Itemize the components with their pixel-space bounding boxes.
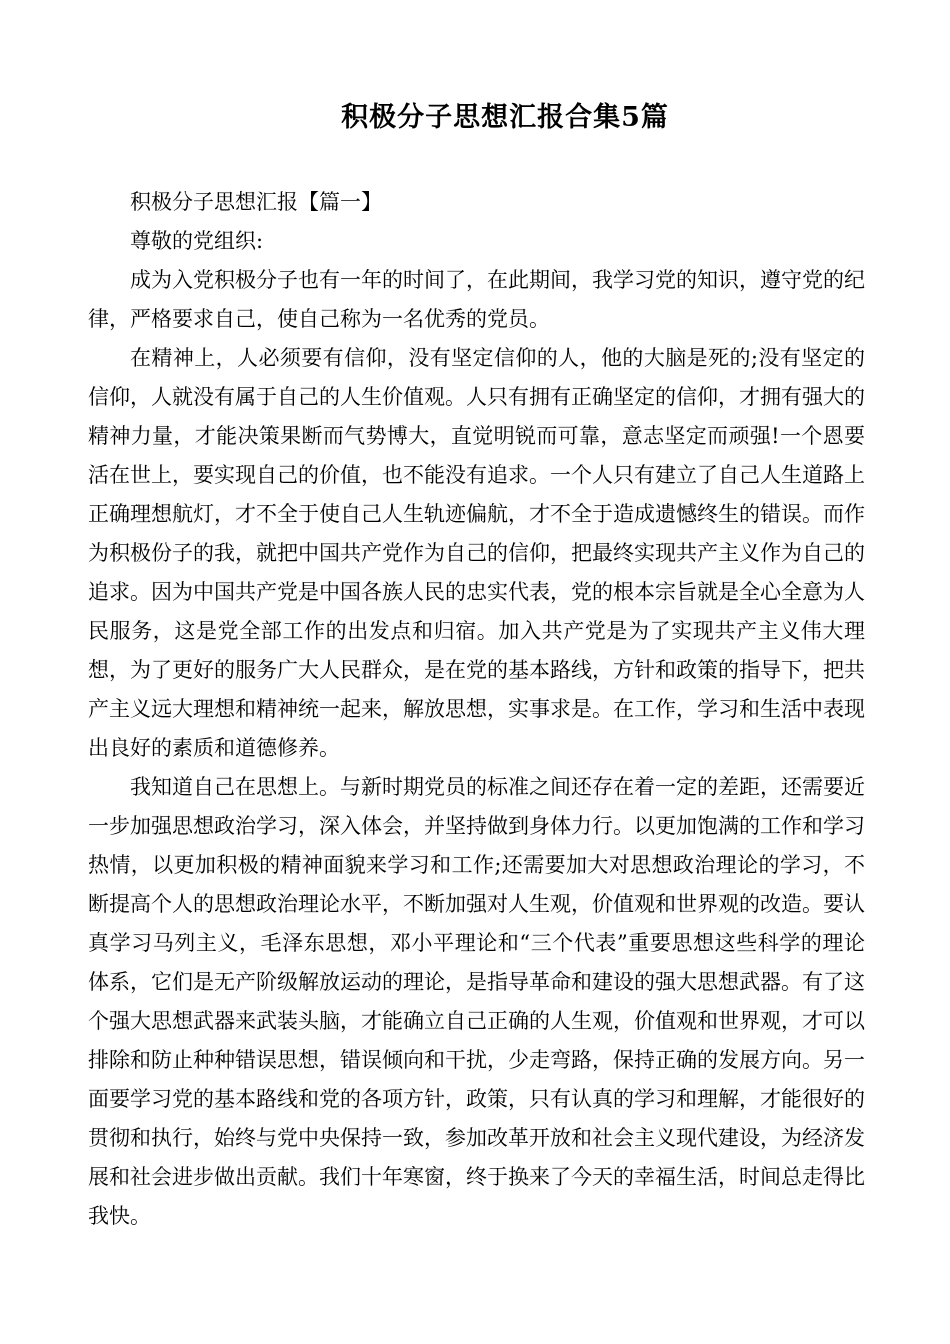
salutation: 尊敬的党组织: [130, 229, 264, 253]
body-paragraph: 在精神上，人必须要有信仰，没有坚定信仰的人，他的大脑是死的;没有坚定的信仰，人就没有属于自己的人生价值观。人只有拥有正确坚定的信仰，才拥有强大的精神力量，才能决策果断而气势博大，直觉明锐而可靠，意志坚定而顽强!一个恩要活在世上，要实现自己的价值，也不能没有追求。一个人只有建立了自己人生道路上正确理想航灯，才不全于使自己人生轨迹偏航，才不全于造成遗憾终生的错误。而作为积极份子的我，就把中国共产党作为自己的信仰，把最终实现共产主义作为自己的追求。因为中国共产党是中国各族人民的忠实代表，党的根本宗旨就是全心全意为人民服务，这是党全部工作的出发点和归宿。加入共产党是为了实现共产主义伟大理想，为了更好的服务广大人民群众，是在党的基本路线，方针和政策的指导下，把共产主义远大理想和精神统一起来，解放思想，实事求是。在工作，学习和生活中表现出良好的素质和道德修养。 [88, 346, 865, 760]
document-title: 积极分子思想汇报合集5篇 [341, 102, 669, 133]
section-heading: 积极分子思想汇报【篇一】 [130, 190, 382, 214]
body-paragraph: 成为入党积极分子也有一年的时间了，在此期间，我学习党的知识，遵守党的纪律，严格要求自己，使自己称为一名优秀的党员。 [88, 268, 865, 331]
body-paragraph: 我知道自己在思想上。与新时期党员的标准之间还存在着一定的差距，还需要近一步加强思想政治学习，深入体会，并坚持做到身体力行。以更加饱满的工作和学习热情，以更加积极的精神面貌来学习和工作;还需要加大对思想政治理论的学习，不断提高个人的思想政治理论水平，不断加强对人生观，价值观和世界观的改造。要认真学习马列主义，毛泽东思想，邓小平理论和“三个代表”重要思想这些科学的理论体系，它们是无产阶级解放运动的理论，是指导革命和建设的强大思想武器。有了这个强大思想武器来武装头脑，才能确立自己正确的人生观，价值观和世界观，才可以排除和防止种种错误思想，错误倾向和干扰，少走弯路，保持正确的发展方向。另一面要学习党的基本路线和党的各项方针，政策，只有认真的学习和理解，才能很好的贯彻和执行，始终与党中央保持一致，参加改革开放和社会主义现代建设，为经济发展和社会进步做出贡献。我们十年寒窗，终于换来了今天的幸福生活，时间总走得比我快。 [88, 775, 865, 1228]
document-body [88, 183, 865, 1236]
